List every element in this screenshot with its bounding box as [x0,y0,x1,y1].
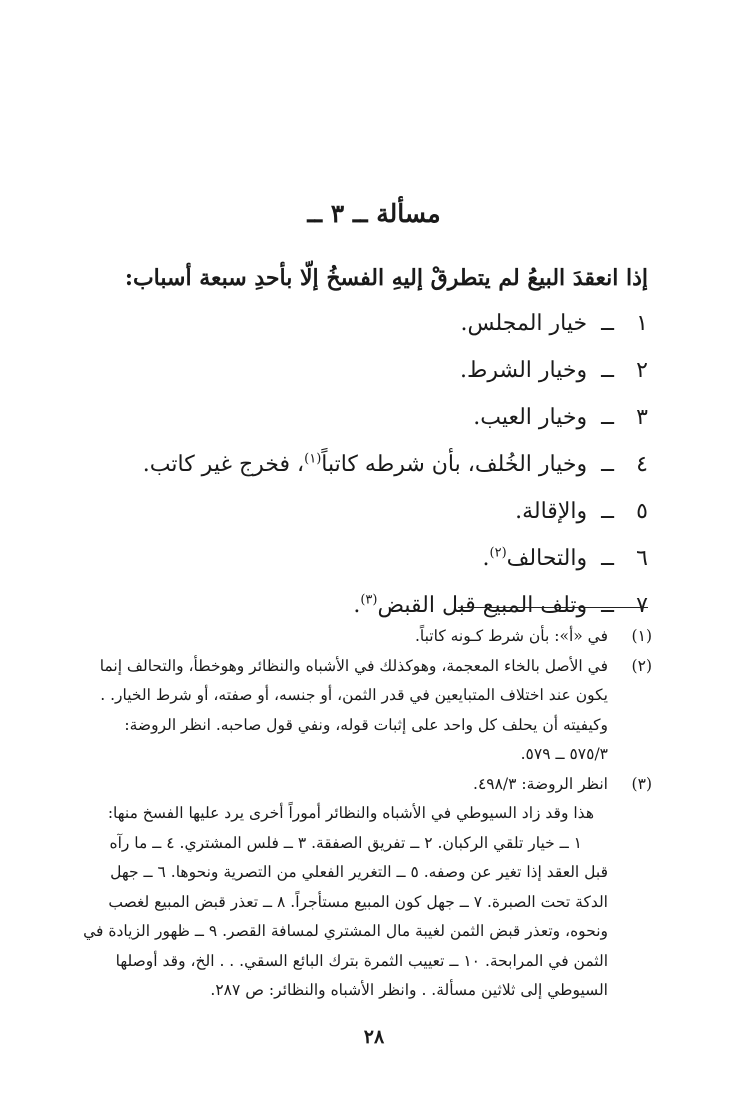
reason-text: والتحالف [506,546,588,571]
footnote-line: في الأصل بالخاء المعجمة، وهوكذلك في الأشباه والنظائر وهوخطأ، والتحالف إنما [99,656,608,675]
reason-text: وخيار الشرط. [460,358,588,383]
footnote-2 [92,652,652,770]
reason-dash: ــ [601,546,614,571]
reason-number: ٢ [636,358,648,383]
footnote-line: ١ ــ خيار تلقي الركبان. ٢ ــ تفريق الصفقة. ٣ ــ فلس المشتري. ٤ ــ ما رآه [109,833,582,852]
intro-paragraph: إذا انعقدَ البيعُ لم يتطرقْ إليهِ الفسخُ إلّا بأحدِ سبعة أسباب: [124,265,648,291]
reason-text-tail: . [482,546,490,571]
page-number: ٢٨ [363,1026,385,1048]
footnote-line: قبل العقد إذا تغير عن وصفه. ٥ ــ التغرير الفعلي من التصرية ونحوها. ٦ ــ جهل [110,863,608,881]
reason-dash: ــ [601,311,614,336]
reason-number: ٦ [636,546,648,571]
footnote-separator [458,607,648,608]
reason-text: وتلف المبيع قبل القبض [377,593,588,618]
footnote-line: الدكة تحت الصبرة. ٧ ــ جهل كون المبيع مستأجراً. ٨ ــ تعذر قبض المبيع لغصب [108,892,608,911]
footnote-line: انظر الروضة: ٤٩٨/٣. [473,774,608,793]
reason-number: ١ [636,311,648,336]
footnote-line: يكون عند اختلاف المتبايعين في قدر الثمن، أو جنسه، أو صفته، أو شرط الخيار. . [100,686,608,704]
reason-number: ٣ [636,405,648,430]
reason-dash: ــ [601,405,614,430]
footnote-ref[interactable]: (١) [304,451,322,467]
footnote-line: وكيفيته أن يحلف كل واحد على إثبات قوله، ونفي قول صاحبه. انظر الروضة: [124,715,608,734]
footnote-ref[interactable]: (٣) [360,592,378,608]
reason-text: والإقالة. [515,499,588,524]
footnote-marker: (٢) [631,656,652,675]
reason-item [80,535,648,582]
footnote-marker: (١) [631,627,652,645]
footnote-3 [83,770,652,1006]
reason-item [80,347,648,394]
reason-item [80,488,648,535]
footnotes [83,622,652,1006]
reason-dash: ــ [601,452,614,477]
reason-item [80,300,648,347]
reason-text-tail: . [353,593,361,618]
reasons-list [80,300,648,629]
footnote-ref[interactable]: (٢) [489,545,507,561]
footnote-1 [92,622,652,652]
issue-heading: مسألة ــ ٣ ــ [307,199,441,228]
footnote-line: ٥٧٥/٣ ــ ٥٧٩. [520,745,608,763]
reason-dash: ــ [601,593,614,618]
footnote-line: السيوطي إلى ثلاثين مسألة. . وانظر الأشباه والنظائر: ص ٢٨٧. [210,981,608,999]
footnote-line: ونحوه، وتعذر قبض الثمن لغيبة مال المشتري لمسافة القصر. ٩ ــ ظهور الزيادة في [83,922,608,940]
footnote-line: الثمن في المرابحة. ١٠ ــ تعييب الثمرة بترك البائع السقي. . . الخ، وقد أوصلها [115,951,608,970]
reason-number: ٥ [636,499,648,524]
reason-text: خيار المجلس. [460,311,588,336]
reason-dash: ــ [601,358,614,383]
reason-item [80,394,648,441]
reason-number: ٤ [636,452,648,477]
footnote-line: هذا وقد زاد السيوطي في الأشباه والنظائر أموراً أخرى يرد عليها الفسخ منها: [107,804,594,822]
footnote-marker: (٣) [631,774,652,793]
reason-dash: ــ [601,499,614,524]
reason-number: ٧ [636,593,648,618]
reason-item [80,441,648,488]
reason-text: وخيار العيب. [473,405,588,430]
reason-text-tail: ، فخرج غير كاتب. [142,452,305,477]
reason-text: وخيار الخُلف، بأن شرطه كاتباً [321,452,588,477]
footnote-line: في «أ»: بأن شرط كـونه كاتباً. [414,627,608,645]
